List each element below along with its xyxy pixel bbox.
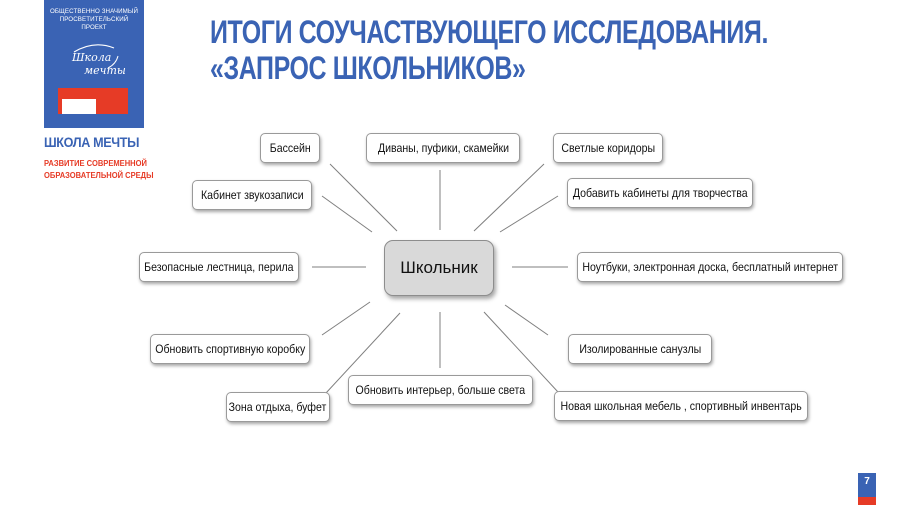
brand-name: ШКОЛА МЕЧТЫ [44,134,140,150]
node-rest-label: Зона отдыха, буфет [229,400,327,414]
node-pool-label: Бассейн [269,141,311,155]
center-node-student: Школьник [384,240,494,296]
connector-toilets [505,305,548,335]
connector-pool [330,164,397,231]
node-corridors [553,133,663,163]
node-creative-label: Добавить кабинеты для творчества [572,186,748,200]
node-toilets-label: Изолированные санузлы [579,342,701,356]
connector-sports-box [322,302,370,335]
page-title-line1: ИТОГИ СОУЧАСТВУЮЩЕГО ИССЛЕДОВАНИЯ. [210,14,769,50]
node-furniture-label: Новая школьная мебель , спортивный инвентарь [560,399,802,413]
page-number-tab [858,473,876,505]
node-laptops [577,252,843,282]
node-recording [192,180,312,210]
node-sofas-label: Диваны, пуфики, скамейки [377,141,509,155]
logo-top-text: ОБЩЕСТВЕННО ЗНАЧИМЫЙ ПРОСВЕТИТЕЛЬСКИЙ ПРОЕКТ [49,8,139,31]
node-laptops-label: Ноутбуки, электронная доска, бесплатный интернет [582,260,838,274]
node-sports-box-label: Обновить спортивную коробку [155,342,306,356]
page-number: 7 [864,476,870,487]
logo-mark-line1: Школа [72,51,112,64]
connector-corridors [474,164,544,231]
page-title-line2: «ЗАПРОС ШКОЛЬНИКОВ» [210,50,526,86]
node-interior [348,375,533,405]
node-toilets [568,334,712,364]
node-interior-label: Обновить интерьер, больше света [355,383,526,397]
brand-subtitle-line1: РАЗВИТИЕ СОВРЕМЕННОЙ [44,158,147,168]
node-sofas [366,133,520,163]
node-corridors-label: Светлые коридоры [561,141,655,155]
node-sports-box [150,334,310,364]
node-creative [567,178,753,208]
node-stairs-label: Безопасные лестница, перила [144,260,294,274]
node-pool [260,133,320,163]
brand-subtitle-line2: ОБРАЗОВАТЕЛЬНОЙ СРЕДЫ [44,170,154,180]
node-furniture [554,391,808,421]
page-tab-red-stripe [858,497,876,505]
node-rest [226,392,330,422]
node-stairs [139,252,299,282]
connector-recording [322,196,372,232]
node-recording-label: Кабинет звукозаписи [200,188,304,202]
connector-creative [500,196,558,232]
logo-mark-line2: мечты [84,64,126,77]
